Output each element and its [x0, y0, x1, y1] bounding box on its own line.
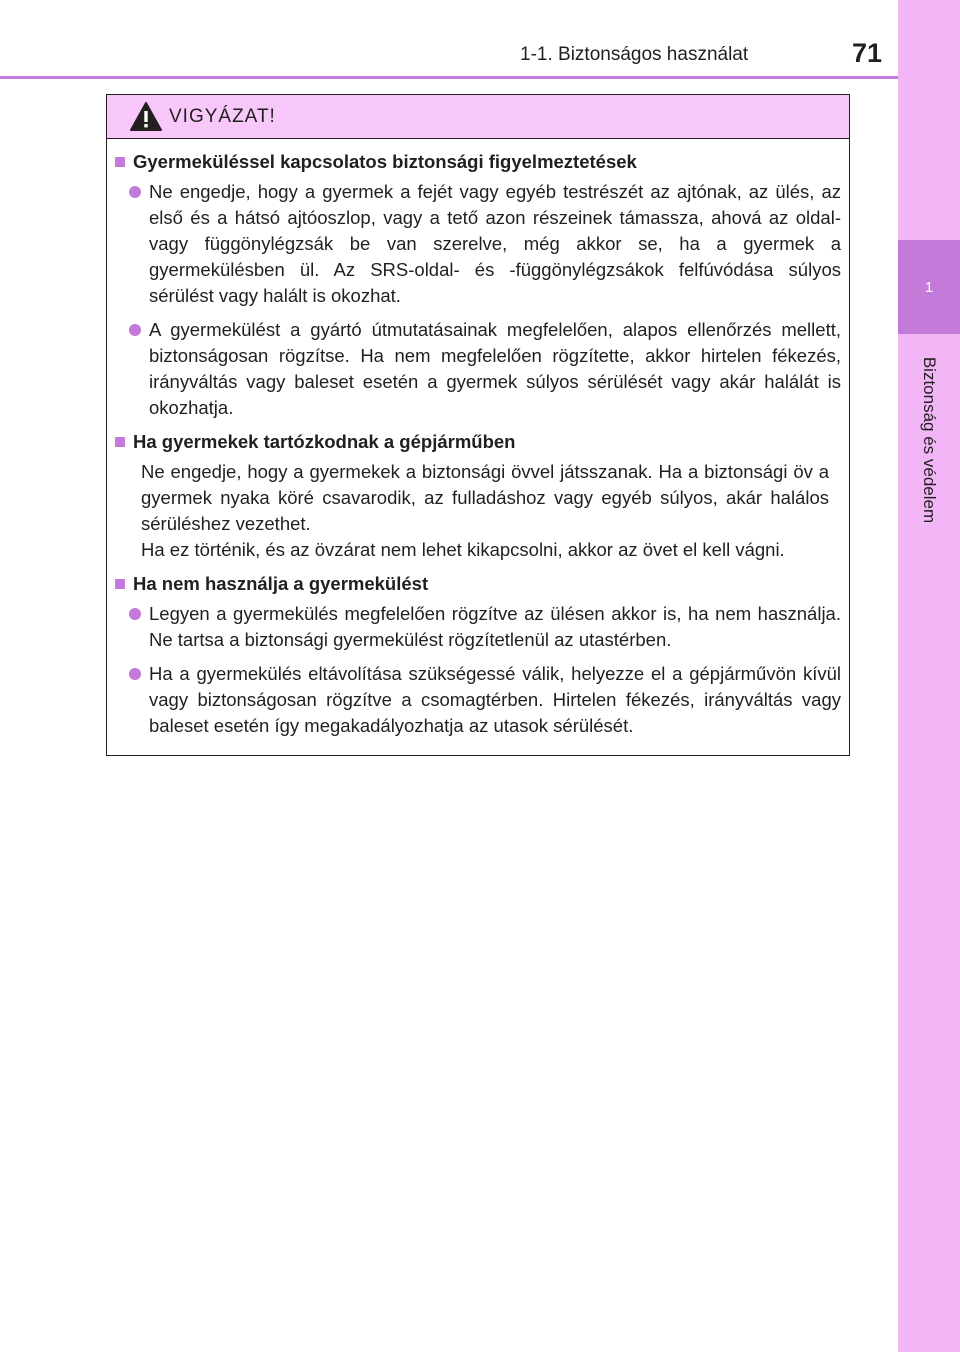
side-tab	[898, 0, 960, 1352]
dot-bullet-icon	[129, 186, 141, 198]
list-item	[115, 661, 841, 739]
list-item-text: Ne engedje, hogy a gyermek a fejét vagy egyéb testrészét az ajtónak, az ülés, az első és a hátsó ajtóoszlop, vagy a tető azon részeinek támassza, ahová az oldal- vagy függönylégzsák be van szerelve, még akkor se, ha a gyermek a gyermekülésben ül. Az SRS-oldal- és -függönylégzsákok felfúvódása súlyos sérülést vagy halált is okozhat.	[149, 181, 841, 306]
list-item-text: A gyermekülést a gyártó útmutatásainak megfelelően, alapos ellenőrzés mellett, biztonságosan rögzítse. Ha nem megfelelően rögzítette, akkor hirtelen fékezés, irányváltás vagy baleset esetén a gyermek súlyos sérülését vagy akár halálát is okozhatja.	[149, 319, 841, 418]
list-item	[115, 317, 841, 421]
square-bullet-icon	[115, 157, 125, 167]
chapter-tab	[898, 240, 960, 334]
section-title-text: Gyermeküléssel kapcsolatos biztonsági figyelmeztetések	[133, 151, 637, 172]
paragraph: Ha ez történik, és az övzárat nem lehet kikapcsolni, akkor az övet el kell vágni.	[141, 539, 785, 560]
section-title-text: Ha gyermekek tartózkodnak a gépjárműben	[133, 431, 516, 452]
section-title	[115, 429, 841, 455]
header-section-title: 1-1. Biztonságos használat	[520, 44, 749, 65]
square-bullet-icon	[115, 579, 125, 589]
dot-bullet-icon	[129, 608, 141, 620]
list-item	[115, 601, 841, 653]
warning-box	[106, 94, 850, 756]
list-item	[115, 179, 841, 309]
warning-triangle-icon	[129, 101, 163, 133]
warning-title: VIGYÁZAT!	[169, 105, 276, 127]
header-divider	[0, 76, 898, 79]
chapter-number: 1	[924, 278, 934, 296]
paragraph: Ne engedje, hogy a gyermekek a biztonsági övvel játsszanak. Ha a biztonsági öv a gyermek nyaka köré csavarodik, az fulladáshoz vagy egyéb súlyos, akár halálos sérüléshez vezethet.	[141, 461, 829, 534]
chapter-label: Biztonság és védelem	[920, 356, 939, 524]
section-title-text: Ha nem használja a gyermekülést	[133, 573, 429, 594]
warning-section-child-seat	[115, 149, 841, 421]
section-title	[115, 571, 841, 597]
warning-body	[107, 139, 849, 739]
list-item-text: Ha a gyermekülés eltávolítása szükségessé válik, helyezze el a gépjárművön kívül vagy biztonságosan rögzítve a csomagtérben. Hirtelen fékezés, irányváltás vagy baleset esetén így megakadályozhatja az utasok sérülését.	[149, 663, 841, 736]
warning-section-unused-child-seat	[115, 571, 841, 739]
dot-bullet-icon	[129, 324, 141, 336]
warning-section-children-in-vehicle	[115, 429, 841, 563]
list-item-text: Legyen a gyermekülés megfelelően rögzítve az ülésen akkor is, ha nem használja. Ne tartsa a biztonsági gyermekülést rögzítetlenül az utastérben.	[149, 603, 841, 650]
dot-bullet-icon	[129, 668, 141, 680]
warning-header	[107, 95, 849, 139]
square-bullet-icon	[115, 437, 125, 447]
page-number: 71	[852, 38, 883, 68]
section-title	[115, 149, 841, 175]
